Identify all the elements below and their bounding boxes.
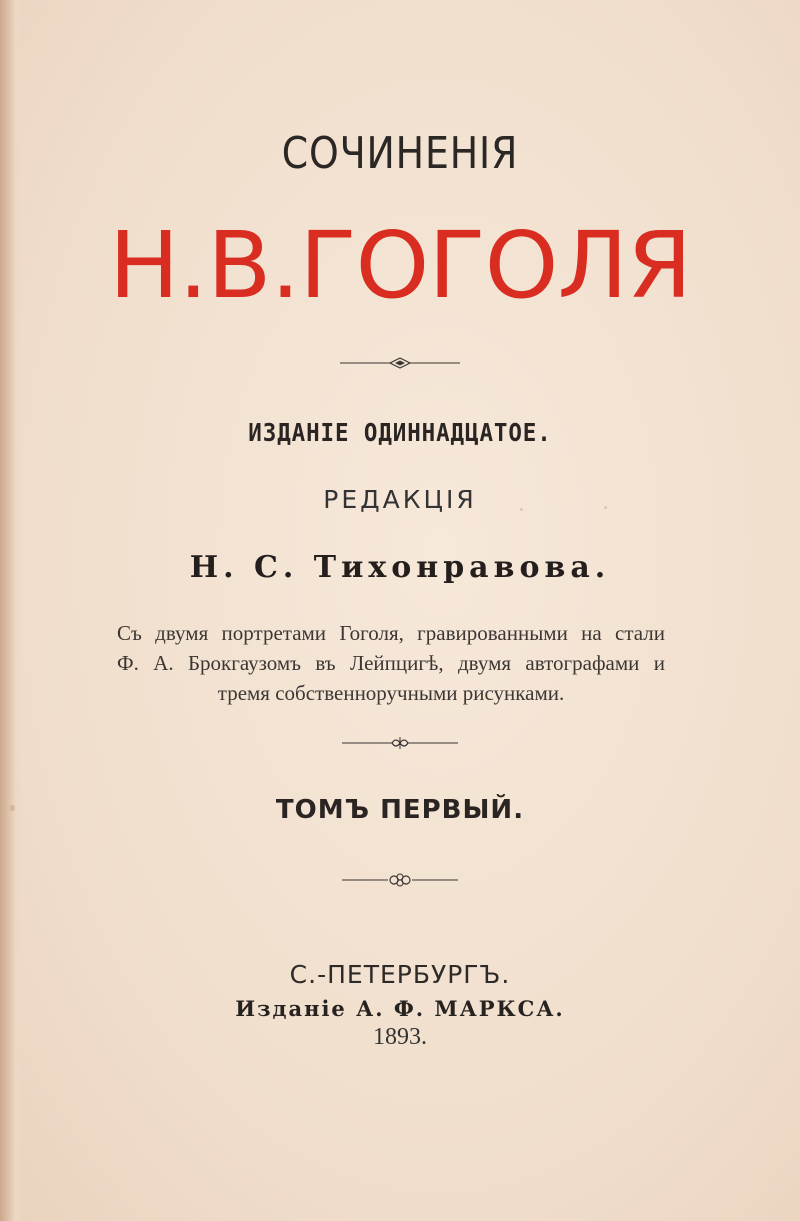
volume-title: ТОМЪ ПЕРВЫЙ.: [275, 795, 525, 825]
ornament-diamond-icon: [340, 356, 460, 370]
edition-line: ИЗДАНІЕ ОДИННАДЦАТОЕ.: [248, 418, 552, 447]
imprint-city: С.-ПЕТЕРБУРГЪ.: [289, 960, 511, 989]
editor-name: Н. С. Тихонравова.: [189, 550, 611, 585]
imprint-publisher: Изданіе А. Ф. МАРКСА.: [235, 996, 565, 1021]
works-heading: СОЧИНЕНІЯ: [281, 128, 519, 179]
imprint-year: 1893.: [373, 1024, 427, 1050]
ornament-fleuron-icon: [340, 736, 460, 750]
author-heading: Н.В.ГОГОЛЯ: [108, 212, 692, 319]
description-line-3: тремя собственноручными рисунками.: [217, 681, 565, 705]
redaction-label: РЕДАКЦІЯ: [323, 485, 477, 514]
description-line-1: Съ двумя портретами Гоголя, гравированными на стали: [117, 621, 665, 645]
ornament-knot-icon: [340, 873, 460, 887]
description-line-2: Ф. А. Брокгаузомъ въ Лейпцигѣ, двумя автографами и: [117, 651, 665, 675]
